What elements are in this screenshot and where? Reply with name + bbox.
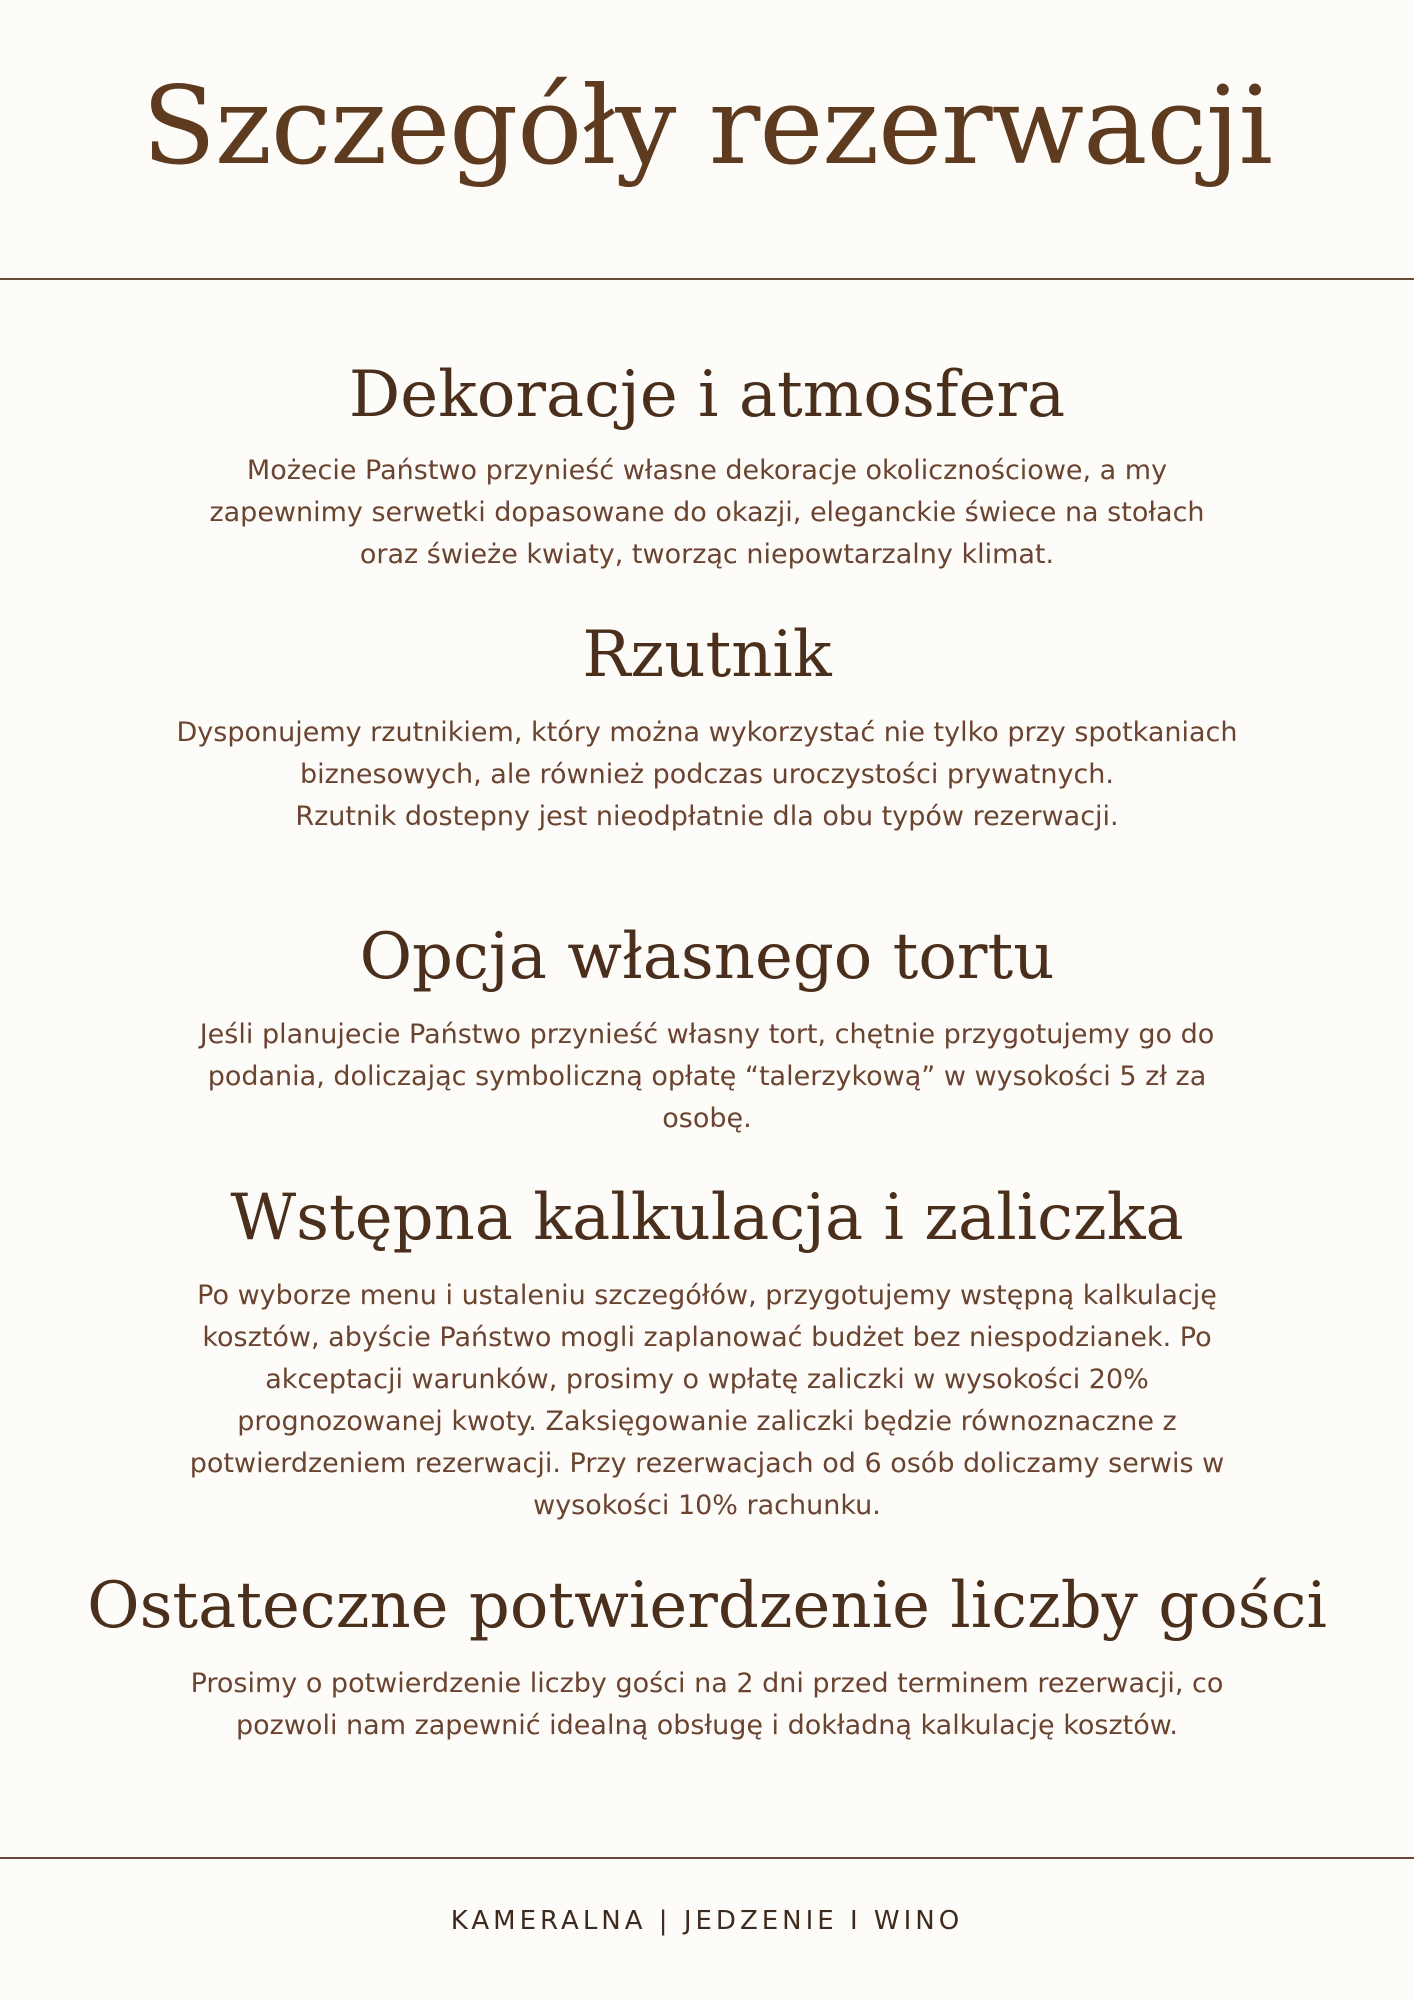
body-line: prognozowanej kwoty. Zaksięgowanie zaliczki będzie równoznaczne z: [237, 1406, 1177, 1437]
body-line: wysokości 10% rachunku.: [533, 1490, 881, 1521]
section-body-guest-count: [127, 1663, 1287, 1747]
section-heading-decorations: Dekoracje i atmosfera: [348, 358, 1066, 432]
body-line: potwierdzeniem rezerwacji. Przy rezerwacjach od 6 osób doliczamy serwis w: [189, 1448, 1225, 1479]
body-line: oraz świeże kwiaty, tworząc niepowtarzalny klimat.: [359, 539, 1055, 570]
body-line: podania, doliczając symboliczną opłatę “talerzykową” w wysokości 5 zł za: [207, 1061, 1207, 1092]
section-heading-own-cake: Opcja własnego tortu: [359, 920, 1055, 994]
body-line: Możecie Państwo przynieść własne dekoracje okolicznościowe, a my: [246, 455, 1168, 486]
body-line: kosztów, abyście Państwo mogli zaplanować budżet bez niespodzianek. Po: [202, 1322, 1212, 1353]
body-line: Prosimy o potwierdzenie liczby gości na 2 dni przed terminem rezerwacji, co: [190, 1668, 1224, 1699]
page-title: Szczegóły rezerwacji: [141, 64, 1273, 189]
bottom-divider: [0, 1857, 1414, 1859]
body-line: Rzutnik dostepny jest nieodpłatnie dla obu typów rezerwacji.: [295, 801, 1119, 832]
body-line: Po wyborze menu i ustaleniu szczegółów, przygotujemy wstępną kalkulację: [197, 1280, 1217, 1311]
body-line: biznesowych, ale również podczas uroczystości prywatnych.: [299, 759, 1114, 790]
section-body-deposit: [127, 1275, 1287, 1527]
body-line: Jeśli planujecie Państwo przynieść własny tort, chętnie przygotujemy go do: [199, 1019, 1215, 1050]
section-heading-guest-count: Ostateczne potwierdzenie liczby gości: [87, 1569, 1327, 1643]
footer-brand: KAMERALNA | JEDZENIE I WINO: [450, 1906, 964, 1936]
body-line: osobę.: [662, 1103, 752, 1134]
section-heading-projector: Rzutnik: [582, 618, 832, 692]
section-body-projector: [127, 712, 1287, 838]
body-line: akceptacji warunków, prosimy o wpłatę zaliczki w wysokości 20%: [265, 1364, 1149, 1395]
section-body-decorations: [127, 450, 1287, 576]
section-heading-deposit: Wstępna kalkulacja i zaliczka: [230, 1181, 1184, 1255]
body-line: pozwoli nam zapewnić idealną obsługę i dokładną kalkulację kosztów.: [236, 1710, 1178, 1741]
section-body-own-cake: [127, 1014, 1287, 1140]
top-divider: [0, 278, 1414, 280]
body-line: zapewnimy serwetki dopasowane do okazji, eleganckie świece na stołach: [209, 497, 1205, 528]
body-line: Dysponujemy rzutnikiem, który można wykorzystać nie tylko przy spotkaniach: [176, 717, 1238, 748]
